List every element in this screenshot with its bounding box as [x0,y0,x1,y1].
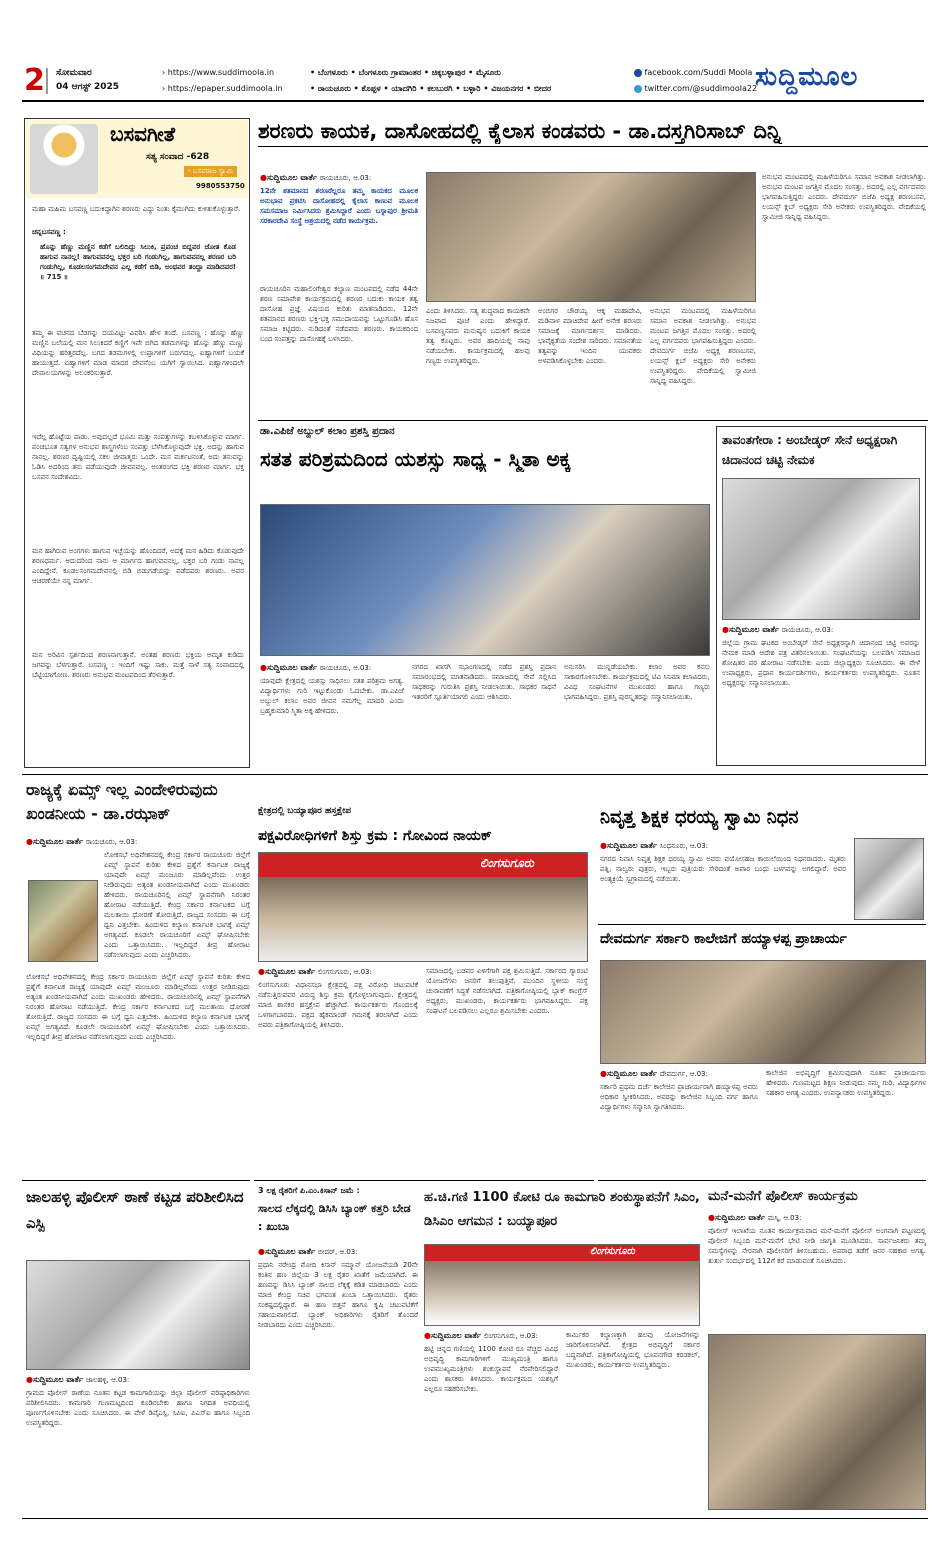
story4-headline: ರಾಜ್ಯಕ್ಕೆ ಏಮ್ಸ್ ಇಲ್ಲ ಎಂದೇಳಿರುವುದು ಖಂಡನೀಯ - ಡಾ.ರಝಾಕ್ [26,780,218,823]
basava-portrait [30,124,98,194]
story2-headline: ಸತತ ಪರಿಶ್ರಮದಿಂದ ಯಶಸ್ಸು ಸಾಧ್ಯ - ಸ್ಮಿತಾ ಅಕ್ಕ [260,447,571,471]
story4-byline-name: ಸುದ್ದಿಮೂಲ ವಾರ್ತೆ [32,837,84,846]
facebook-url[interactable]: facebook.com/Suddi Moola [644,68,753,77]
story1-col6: ಅನುಭವ ಮಂಟಪದಲ್ಲಿ ಮಹಿಳೆಯರಿಗೂ ಸಮಾನ ಅವಕಾಶ ನೀಡಲಾಗಿತ್ತು. ಅನುಭವ ಮಂಟಪ ಜಗತ್ತಿನ ಮೊದಲ ಸಂಸತ್ತು. ಅದರಲ್ಲಿ ಎಲ್ಲ ವರ್ಗದವರು ಭಾಗವಹಿಸುತ್ತಿದ್ದರು ಎಂದರು. ದೇವದುರ್ಗ ಬಿಜೆಪಿ ಅಧ್ಯಕ್ಷ ಶರಣಬಸವ, ಲಯನ್ಸ್ ಕ್ಲಬ್ ಅಧ್ಯಕ್ಷರು ಸೇರಿ ಅನೇಕರು ಉಪಸ್ಥಿತರಿದ್ದರು. ವೇದಿಕೆಯಲ್ಲಿ ಸ್ವಾಮೀಜಿ ಸಾನ್ನಿಧ್ಯ ವಹಿಸಿದ್ದರು. [762,173,926,221]
story7-rule [598,1180,926,1181]
story5-col2: ಸಮಾಜದಲ್ಲಿ ಬಡವರ ಏಳಿಗೆಗಾಗಿ ಪಕ್ಷ ಶ್ರಮಿಸುತ್ತಿದೆ. ಸರ್ಕಾರದ ಗ್ಯಾರಂಟಿ ಯೋಜನೆಗಳು ಜನರಿಗೆ ತಲುಪುತ್ತಿವೆ. ಮುಂದಿನ ಸ್ಥಳೀಯ ಸಂಸ್ಥೆ ಚುನಾವಣೆಗೆ ಸಿದ್ಧತೆ ನಡೆಸಲಾಗಿದೆ. ಪತ್ರಿಕಾಗೋಷ್ಠಿಯಲ್ಲಿ ಬ್ಲಾಕ್ ಕಾಂಗ್ರೆಸ್ ಅಧ್ಯಕ್ಷರು, ಮುಖಂಡರು, ಕಾರ್ಯಕರ್ತರು ಭಾಗವಹಿಸಿದ್ದರು. ಪಕ್ಷ ಸಂಘಟನೆ ಬಲಪಡಿಸಲು ಎಲ್ಲರೂ ಶ್ರಮಿಸಬೇಕು ಎಂದರು. [426,967,588,1015]
basava-subtitle: ಸತ್ಯ ಸಂವಾದ -628 [146,152,210,162]
cities-row-2: • ರಾಯಚೂರು • ಕೊಪ್ಪಳ • ಯಾದಗಿರಿ • ಕಲಬುರಗಿ • ಬಳ್ಳಾರಿ • ವಿಜಯನಗರ • ಬೀದರ [310,84,552,93]
story8-photo [26,1260,250,1370]
basava-speaker-heading: ಚನ್ನಬಸವಣ್ಣ : [32,228,66,236]
story1-photo [426,172,756,302]
story2-kicker: ಡಾ.ಎಪಿಜೆ ಅಬ್ದುಲ್ ಕಲಾಂ ಪ್ರಶಸ್ತಿ ಪ್ರದಾನ [260,426,395,437]
story5-photo [258,852,588,962]
story6-byline-name: ಸುದ್ದಿಮೂಲ ವಾರ್ತೆ [606,841,658,850]
story11-photo [708,1334,926,1510]
story4-photo [28,880,98,962]
basava-body-3: ಮನ ಹಾಗಿರುವ ಅಂಗಗಳು ಹಾಗುವ ಇಚ್ಛೆಯನ್ನು ಹೊಂದಿದರೆ, ಅದಕ್ಕೆ ಮನ ಹಿಡಿದು ಕೊಡುವುದೇ ಶರಣಧರ್ಮ. ಆದುದರಿಂದ ನಾನು ಆ ಮಾರ್ಗದ ಹಾಗುವವನಲ್ಲ, ಭಕ್ತರ ಬರಿ ಗಂಡು ನಾನಲ್ಲ ಎಂದಿದ್ದೇನೆ. ಕೂಡಲಸಂಗಮದೇವನಲ್ಲಿ ಬಿಡಿ ಬಿಡುಗಡೆಯನ್ನು ಪಡೆದವರು ಶರಣರು. ಅವರ ಆಚರಣೆಯೇ ನನ್ನ ಮಾರ್ಗ. [32,547,244,585]
story5-col1: ಲಿಂಗಸುಗೂರು ವಿಧಾನಸಭಾ ಕ್ಷೇತ್ರದಲ್ಲಿ ಪಕ್ಷ ವಿರೋಧಿ ಚಟುವಟಿಕೆ ನಡೆಸುತ್ತಿರುವವರ ವಿರುದ್ಧ ಶಿಸ್ತು ಕ್ರಮ ಕೈಗೊಳ್ಳಲಾಗುವುದು. ಕ್ಷೇತ್ರದಲ್ಲಿ ಮಾಜಿ ಶಾಸಕರ ಹಸ್ತಕ್ಷೇಪ ಹೆಚ್ಚಾಗಿದೆ. ಕಾರ್ಯಕರ್ತರು ಗೊಂದಲಕ್ಕೆ ಒಳಗಾಗಬಾರದು. ಪಕ್ಷದ ಹೈಕಮಾಂಡ್ ಗಮನಕ್ಕೆ ತರಲಾಗಿದೆ ಎಂದು ಅವರು ಪತ್ರಿಕಾಗೋಷ್ಠಿಯಲ್ಲಿ ತಿಳಿಸಿದರು. [258,981,418,1029]
header-divider-left [46,68,48,94]
story9-byline-name: ಸುದ್ದಿಮೂಲ ವಾರ್ತೆ [264,1247,316,1256]
cities-row-1: • ಬೆಂಗಳೂರು • ಬೆಂಗಳೂರು ಗ್ರಾಮಾಂತರ • ಚಿಕ್ಕಬಳ್ಳಾಪುರ • ಮೈಸೂರು [310,68,501,77]
story7-photo [600,960,926,1064]
story5-headline: ಪಕ್ಷವಿರೋಧಿಗಳಿಗೆ ಶಿಸ್ತು ಕ್ರಮ : ಗೋವಿಂದ ನಾಯಕ್ [258,828,492,844]
bottom-rule [22,1518,928,1519]
story10-col2: ಕಾರ್ಮಿಕರ ಕಲ್ಯಾಣಕ್ಕಾಗಿ ಹಲವು ಯೋಜನೆಗಳನ್ನು ಜಾರಿಗೊಳಿಸಲಾಗಿದೆ. ಕ್ಷೇತ್ರದ ಅಭಿವೃದ್ಧಿಗೆ ಸರ್ಕಾರ ಬದ್ಧವಾಗಿದೆ. ಪತ್ರಿಕಾಗೋಷ್ಠಿಯಲ್ಲಿ ಭೂಪನಗೌಡ ಕರಡಕಲ್, ಮುಖಂಡರು, ಕಾರ್ಯಕರ್ತರು ಉಪಸ್ಥಿತರಿದ್ದರು. [566,1331,700,1369]
story7-byline-name: ಸುದ್ದಿಮೂಲ ವಾರ್ತೆ [606,1069,658,1078]
page-number: 2 [24,63,45,98]
story4-body-a: ಲೋಕಸಭೆ ಅಧಿವೇಶನದಲ್ಲಿ ಕೇಂದ್ರ ಸರ್ಕಾರ ರಾಯಚೂರು ಜಿಲ್ಲೆಗೆ ಏಮ್ಸ್ ಸ್ಥಾಪನೆ ಕುರಿತು ಕೇಳಿದ ಪ್ರಶ್ನೆಗೆ ಕರ್ನಾಟಕ ರಾಜ್ಯಕ್ಕೆ ಯಾವುದೇ ಏಮ್ಸ್ ಮಂಜೂರು ಮಾಡಿಲ್ಲವೆಂದು ಉತ್ತರ ನೀಡಿರುವುದು ಅತ್ಯಂತ ಖಂಡನೀಯವಾಗಿದೆ ಎಂದು ಮುಖಂಡರು ಹೇಳಿದರು. ರಾಯಚೂರಿನಲ್ಲಿ ಏಮ್ಸ್ ಸ್ಥಾಪನೆಗಾಗಿ ನಿರಂತರ ಹೋರಾಟ ನಡೆಯುತ್ತಿದೆ. ಕೇಂದ್ರ ಸರ್ಕಾರ ಕರ್ನಾಟಕದ ಬಗ್ಗೆ ಮಲತಾಯಿ ಧೋರಣೆ ತೋರುತ್ತಿದೆ. ರಾಜ್ಯದ ಸಂಸದರು ಈ ಬಗ್ಗೆ ಧ್ವನಿ ಎತ್ತಬೇಕು. ಹಿಂದುಳಿದ ಕಲ್ಯಾಣ ಕರ್ನಾಟಕ ಭಾಗಕ್ಕೆ ಏಮ್ಸ್ ಅಗತ್ಯವಿದೆ. ಕೂಡಲೇ ರಾಯಚೂರಿಗೆ ಏಮ್ಸ್ ಘೋಷಿಸಬೇಕು ಎಂದು ಒತ್ತಾಯಿಸಿದರು. ಇಲ್ಲದಿದ್ದರೆ ತೀವ್ರ ಹೋರಾಟ ನಡೆಸಲಾಗುವುದು ಎಂದು ಎಚ್ಚರಿಸಿದರು. [104,851,250,959]
story6-photo [854,838,924,920]
story1-headline: ಶರಣರು ಕಾಯಕ, ದಾಸೋಹದಲ್ಲಿ ಕೈಲಾಸ ಕಂಡವರು - ಡಾ.ದಸ್ತಗಿರಿಸಾಬ್ ದಿನ್ನಿ [258,119,782,143]
story1-col5: ಅನುಭವ ಮಂಟಪದಲ್ಲಿ ಮಹಿಳೆಯರಿಗೂ ಸಮಾನ ಅವಕಾಶ ನೀಡಲಾಗಿತ್ತು. ಅನುಭವ ಮಂಟಪ ಜಗತ್ತಿನ ಮೊದಲ ಸಂಸತ್ತು. ಅದರಲ್ಲಿ ಎಲ್ಲ ವರ್ಗದವರು ಭಾಗವಹಿಸುತ್ತಿದ್ದರು ಎಂದರು. ದೇವದುರ್ಗ ಬಿಜೆಪಿ ಅಧ್ಯಕ್ಷ ಶರಣಬಸವ, ಲಯನ್ಸ್ ಕ್ಲಬ್ ಅಧ್ಯಕ್ಷರು ಸೇರಿ ಅನೇಕರು ಉಪಸ್ಥಿತರಿದ್ದರು. ವೇದಿಕೆಯಲ್ಲಿ ಸ್ವಾಮೀಜಿ ಸಾನ್ನಿಧ್ಯ ವಹಿಸಿದ್ದರು. [650,307,756,385]
story2-col3: ಅನುಸರಿಸಿ ಮುನ್ನಡೆಯಬೇಕು. ಕಲಾಂ ಅವರ ಕನಸು ಸಾಕಾರಗೊಳಿಸಬೇಕು. ಕಾರ್ಯಕ್ರಮದಲ್ಲಿ ಟಿವಿ ಸಿನಿಮಾ ಕಲಾವಿದರು, ವಿವಿಧ ಸಂಘಟನೆಗಳ ಮುಖಂಡರು ಹಾಗೂ ಗಣ್ಯರು ಭಾಗವಹಿಸಿದ್ದರು. ಪ್ರಶಸ್ತಿ ಪುರಸ್ಕೃತರನ್ನು ಸನ್ಮಾನಿಸಲಾಯಿತು. [564,663,710,701]
story5-kicker: ಕ್ಷೇತ್ರದಲ್ಲಿ ಬಯ್ಯಾಪೂರ ಹಸ್ತಕ್ಷೇಪ [258,806,351,816]
story8-byline-name: ಸುದ್ದಿಮೂಲ ವಾರ್ತೆ [32,1375,84,1384]
basava-phone: 9980553750 [196,182,245,190]
story10-dateline: ಲಿಂಗಸುಗೂರು, ಆ.03: [483,1332,538,1340]
story11-dateline: ಮಸ್ಕಿ, ಆ.03: [767,1214,802,1222]
story6-body: ನಗರದ ನಿವಾಸಿ ನಿವೃತ್ತ ಶಿಕ್ಷಕ ಧರಯ್ಯ ಸ್ವಾಮಿ ಅವರು ವಯೋಸಹಜ ಕಾಯಿಲೆಯಿಂದ ನಿಧನರಾದರು. ಮೃತರು ಪತ್ನಿ, ನಾಲ್ವರು ಪುತ್ರರು, ಇಬ್ಬರು ಪುತ್ರಿಯರು ಸೇರಿದಂತೆ ಅಪಾರ ಬಂಧು ಬಳಗವನ್ನು ಅಗಲಿದ್ದಾರೆ. ಅವರ ಅಂತ್ಯಕ್ರಿಯೆ ಸ್ವಗ್ರಾಮದಲ್ಲಿ ನಡೆಯಿತು. [600,855,846,883]
twitter-link[interactable] [634,84,757,93]
story3-byline: ●ಸುದ್ದಿಮೂಲ ವಾರ್ತೆ ರಾಯಚೂರು, ಆ.03: [722,625,834,634]
story8-dateline: ಜಾಲಹಳ್ಳಿ, ಆ.03: [85,1376,130,1384]
basava-body-2: ಇದೆಲ್ಲ ಹೊಟ್ಟೆಯ ಪಾಡು. ಅವುದಲ್ಲದೆ ಭೂಮಿ ಮತ್ತು ಸಂಪತ್ತುಗಳನ್ನು ಕಬಳಿಸಿಕೊಳ್ಳುವ ಮಾರ್ಗ. ಪಂಚಭೂತ ಸತ್ವಗಳ ಅನುಭವ ಶಾಸ್ತ್ರಗಳೆಂಬ ಸಂಪತ್ತು ಬೆಳೆಸಿಕೊಳ್ಳುವುದೇ ಭಕ್ತಿ. ಅದನ್ನು ಹಾಗುವ ನಾನಲ್ಲ. ಶರಣರ ದೃಷ್ಟಿಯಲ್ಲಿ ಸಕಲ ಜೀವಾತ್ಮರು ಒಂದೇ. ಮನ ಮರ್ಕಟನಂತೆ, ಅದು ತನುವನ್ನು ಓಡಿಸಿ ಅದರಿಂದ ತನು ಪಡೆಯುವುದೇ ಜೀವನವಲ್ಲ. ಅಂತರಂಗದ ಭಕ್ತಿ ಶರಣರ ಮಾರ್ಗ. ಭಕ್ತ ಬಸವನ ಸಂದೇಶವಿದು. [32,433,244,481]
story9-byline: ●ಸುದ್ದಿಮೂಲ ವಾರ್ತೆ ಬೀದರ್, ಆ.03: [258,1247,358,1256]
story3-body: ಜಿಲ್ಲೆಯ ಗ್ರಾಮ ಘಟಕದ ಅಂಬೇಡ್ಕರ್ ಸೇನೆ ಅಧ್ಯಕ್ಷರನ್ನಾಗಿ ಚಿದಾನಂದ ಚಟ್ಟಿ ಅವರನ್ನು ನೇಮಕ ಮಾಡಿ ಆದೇಶ ಪತ್ರ ವಿತರಿಸಲಾಯಿತು. ಸಂಘಟನೆಯನ್ನು ಬಲಪಡಿಸಿ ಸಮಾಜದ ಶೋಷಿತರ ಪರ ಹೋರಾಟ ನಡೆಸಬೇಕು ಎಂದು ಜಿಲ್ಲಾಧ್ಯಕ್ಷರು ಸೂಚಿಸಿದರು. ಈ ವೇಳೆ ಉಪಾಧ್ಯಕ್ಷರು, ಪ್ರಧಾನ ಕಾರ್ಯದರ್ಶಿಗಳು, ಕಾರ್ಯಕರ್ತರು ಉಪಸ್ಥಿತರಿದ್ದರು. ನೂತನ ಅಧ್ಯಕ್ಷರನ್ನು ಸನ್ಮಾನಿಸಲಾಯಿತು. [722,639,920,687]
story1-dateline: ರಾಯಚೂರು, ಆ.03: [319,174,372,182]
story10-byline-name: ಸುದ್ದಿಮೂಲ ವಾರ್ತೆ [430,1331,482,1340]
story1-bottom-rule [258,420,928,421]
story4-body-b: ಲೋಕಸಭೆ ಅಧಿವೇಶನದಲ್ಲಿ ಕೇಂದ್ರ ಸರ್ಕಾರ ರಾಯಚೂರು ಜಿಲ್ಲೆಗೆ ಏಮ್ಸ್ ಸ್ಥಾಪನೆ ಕುರಿತು ಕೇಳಿದ ಪ್ರಶ್ನೆಗೆ ಕರ್ನಾಟಕ ರಾಜ್ಯಕ್ಕೆ ಯಾವುದೇ ಏಮ್ಸ್ ಮಂಜೂರು ಮಾಡಿಲ್ಲವೆಂದು ಉತ್ತರ ನೀಡಿರುವುದು ಅತ್ಯಂತ ಖಂಡನೀಯವಾಗಿದೆ ಎಂದು ಮುಖಂಡರು ಹೇಳಿದರು. ರಾಯಚೂರಿನಲ್ಲಿ ಏಮ್ಸ್ ಸ್ಥಾಪನೆಗಾಗಿ ನಿರಂತರ ಹೋರಾಟ ನಡೆಯುತ್ತಿದೆ. ಕೇಂದ್ರ ಸರ್ಕಾರ ಕರ್ನಾಟಕದ ಬಗ್ಗೆ ಮಲತಾಯಿ ಧೋರಣೆ ತೋರುತ್ತಿದೆ. ರಾಜ್ಯದ ಸಂಸದರು ಈ ಬಗ್ಗೆ ಧ್ವನಿ ಎತ್ತಬೇಕು. ಹಿಂದುಳಿದ ಕಲ್ಯಾಣ ಕರ್ನಾಟಕ ಭಾಗಕ್ಕೆ ಏಮ್ಸ್ ಅಗತ್ಯವಿದೆ. ಕೂಡಲೇ ರಾಯಚೂರಿಗೆ ಏಮ್ಸ್ ಘೋಷಿಸಬೇಕು ಎಂದು ಒತ್ತಾಯಿಸಿದರು. ಇಲ್ಲದಿದ್ದರೆ ತೀವ್ರ ಹೋರಾಟ ನಡೆಸಲಾಗುವುದು ಎಂದು ಎಚ್ಚರಿಸಿದರು. [26,973,250,1041]
header-day: ಸೋಮವಾರ [56,68,92,78]
story8-headline: ಜಾಲಹಳ್ಳಿ ಪೊಲೀಸ್ ಠಾಣೆ ಕಟ್ಟಡ ಪರಿಶೀಲಿಸಿದ ಎಸ್ಪಿ [26,1188,244,1232]
story9-kicker: 3 ಲಕ್ಷ ರೈತರಿಗೆ ಪಿ.ಎಂ.ಕಿಸಾನ್ ಜಮೆ : [258,1186,360,1195]
story1-col2: ರಾಯಚೂರಿನ ಮಹಾಲಿಂಗೇಶ್ವರ ಕಲ್ಯಾಣ ಮಂಟಪದಲ್ಲಿ ನಡೆದ 44ನೇ ಶರಣ ಸಮಾವೇಶ ಕಾರ್ಯಕ್ರಮದಲ್ಲಿ ಶರಣರ ಬದುಕು ಕಾಯಕ ತತ್ವ ದಾಸೋಹ ಪ್ರಜ್ಞೆ ವಿಷಯದ ಕುರಿತು ಮಾತನಾಡಿದರು. 12ನೇ ಶತಮಾನದ ಶರಣರು ಭಕ್ತಿ-ಭಕ್ತ ಸಮುದಾಯವನ್ನು ಒಟ್ಟುಗೂಡಿಸಿ ಹೊಸ ಸಮಾಜ ಕಟ್ಟಿದರು. ನುಡಿದಂತೆ ನಡೆದವರು ಶರಣರು. ಕಾಯಕದಿಂದ ಬಂದ ಸಂಪತ್ತನ್ನು ದಾಸೋಹಕ್ಕೆ ಬಳಸಿದರು. [260,285,418,343]
story5-byline: ●ಸುದ್ದಿಮೂಲ ವಾರ್ತೆ ಲಿಂಗಸುಗೂರು, ಆ.03: [258,967,372,976]
story9-headline: ಸಾಲದ ಲೆಕ್ಕದಲ್ಲಿ ಡಿಸಿಸಿ ಬ್ಯಾಂಕ್ ಕತ್ತರಿ ಬೇಡ : ಖುಬಾ [258,1202,411,1233]
story1-col3: ಎಂದು ತಿಳಿಸಿದರು. ಸತ್ಯ ಶುದ್ಧವಾದ ಕಾಯಕವೇ ನಿಜವಾದ ಪೂಜೆ ಎಂದು ಹೇಳಿದ್ದಾರೆ. ಬಸವಣ್ಣನವರು ಮನುಷ್ಯನ ಬದುಕಿಗೆ ಕಾಯಕ ತತ್ವ ಕೊಟ್ಟರು. ಅವರ ಹಾದಿಯಲ್ಲಿ ನಾವು ನಡೆಯಬೇಕು. ಕಾರ್ಯಕ್ರಮದಲ್ಲಿ ಹಲವು ಗಣ್ಯರು ಉಪಸ್ಥಿತರಿದ್ದರು. [426,307,530,365]
basava-author-badge: - ಬಸವರಾಜ ಸ್ವಾಮಿ [184,166,237,177]
story2-dateline: ರಾಯಚೂರು, ಆ.03: [319,664,372,672]
story8-byline: ●ಸುದ್ದಿಮೂಲ ವಾರ್ತೆ ಜಾಲಹಳ್ಳಿ, ಆ.03: [26,1375,130,1384]
story4-rule [22,1180,250,1181]
twitter-icon [634,85,642,93]
story1-byline-name: ಸುದ್ದಿಮೂಲ ವಾರ್ತೆ [266,173,318,182]
story3-headline: ತಾವಂತಗೇರಾ : ಅಂಬೇಡ್ಕರ್ ಸೇನೆ ಅಧ್ಯಕ್ಷರಾಗಿ ಚಿದಾನಂದ ಚಟ್ಟಿ ನೇಮಕ [722,433,898,467]
facebook-link[interactable] [634,68,752,77]
story5-byline-name: ಸುದ್ದಿಮೂಲ ವಾರ್ತೆ [264,967,316,976]
twitter-url[interactable]: twitter.com/@suddimoola22 [644,84,758,93]
story2-byline-name: ಸುದ್ದಿಮೂಲ ವಾರ್ತೆ [266,663,318,672]
story8-body: ಗ್ರಾಮದ ಪೊಲೀಸ್ ಠಾಣೆಯ ನೂತನ ಕಟ್ಟಡ ಕಾಮಗಾರಿಯನ್ನು ಜಿಲ್ಲಾ ಪೊಲೀಸ್ ವರಿಷ್ಠಾಧಿಕಾರಿಗಳು ಪರಿಶೀಲಿಸಿದರು. ಕಾಮಗಾರಿ ಗುಣಮಟ್ಟದಿಂದ ಕೂಡಿರಬೇಕು ಹಾಗೂ ನಿಗದಿತ ಅವಧಿಯಲ್ಲಿ ಪೂರ್ಣಗೊಳಿಸಬೇಕು ಎಂದು ಸೂಚಿಸಿದರು. ಈ ವೇಳೆ ಡಿವೈಎಸ್ಪಿ, ಸಿಪಿಐ, ಪಿಎಸ್ಐ ಹಾಗೂ ಸಿಬ್ಬಂದಿ ಉಪಸ್ಥಿತರಿದ್ದರು. [26,1389,250,1427]
story2-photo [260,504,710,656]
story2-col2: ನಗರದ ಖಾಸಗಿ ಸಭಾಂಗಣದಲ್ಲಿ ನಡೆದ ಪ್ರಶಸ್ತಿ ಪ್ರದಾನ ಸಮಾರಂಭದಲ್ಲಿ ಮಾತನಾಡಿದರು. ಸಮಾಜದಲ್ಲಿ ಸೇವೆ ಸಲ್ಲಿಸಿದ ಸಾಧಕರನ್ನು ಗುರುತಿಸಿ ಪ್ರಶಸ್ತಿ ನೀಡಲಾಯಿತು. ಸಾಧಕರ ಸಾಧನೆ ಇತರರಿಗೆ ಸ್ಪೂರ್ತಿಯಾಗಲಿ ಎಂದು ಆಶಿಸಿದರು. [412,663,556,701]
story11-body: ಪೊಲೀಸ್ ಇಲಾಖೆಯ ನೂತನ ಕಾರ್ಯಕ್ರಮವಾದ ಮನೆ-ಮನೆಗೆ ಪೊಲೀಸ್ ಅಂಗವಾಗಿ ಪಟ್ಟಣದಲ್ಲಿ ಪೊಲೀಸ್ ಸಿಬ್ಬಂದಿ ಮನೆ-ಮನೆಗೆ ಭೇಟಿ ನೀಡಿ ಜಾಗೃತಿ ಮೂಡಿಸಿದರು. ಸಾರ್ವಜನಿಕರು ತಮ್ಮ ಸಮಸ್ಯೆಗಳನ್ನು ನೇರವಾಗಿ ಪೊಲೀಸರಿಗೆ ತಿಳಿಸಬಹುದು. ಅಪರಾಧ ತಡೆಗೆ ಜನರ ಸಹಕಾರ ಅಗತ್ಯ. ತುರ್ತು ಸಂದರ್ಭದಲ್ಲಿ 112ಗೆ ಕರೆ ಮಾಡುವಂತೆ ಸೂಚಿಸಿದರು. [708,1227,926,1265]
basava-title: ಬಸವಗೀತೆ [110,122,176,146]
website-url[interactable]: https://www.suddimoola.in [167,68,275,77]
story11-byline-name: ಸುದ್ದಿಮೂಲ ವಾರ್ತೆ [714,1213,766,1222]
story3-photo [722,478,920,620]
story10-headline: ಹ.ಚಿ.ಗಣಿ 1100 ಕೋಟಿ ರೂ ಕಾಮಗಾರಿ ಶಂಕುಸ್ಥಾಪನೆಗೆ ಸಿಎಂ, ಡಿಸಿಎಂ ಆಗಮನ : ಬಯ್ಯಾಪೂರ [424,1190,700,1229]
story1-lead: 12ನೇ ಶತಮಾನದ ಶರಣರೆಲ್ಲರೂ ತಮ್ಮ ಕಾಯಕದ ಮೂಲಕ ಅನುಭಾವ ಪ್ರಕಟಿಸಿ ದಾಸೋಹದಲ್ಲಿ ಕೈಲಾಸ ಕಾಣುವ ಮೂಲಕ ಸಮಸಮಾಜ ನಿರ್ಮಿಸಿದರು ಶ್ರಮಿಸಿದ್ದಾರೆ ಎಂದು ಬಸ್ನಾಪುರ ಶ್ರೀಮತಿ ಸರಕಾರದೇವಿ ಸಂಸ್ಥೆ ಆಶ್ರಯದಲ್ಲಿ ನಡೆದ ಕಾರ್ಯಕ್ರಮ. [260,187,418,225]
story4-byline: ●ಸುದ್ದಿಮೂಲ ವಾರ್ತೆ ರಾಯಚೂರು, ಆ.03: [26,837,138,846]
story10-photo [424,1244,700,1326]
masthead-logo: ಸುದ್ದಿಮೂಲ [755,62,859,92]
story6-dateline: ಸಿಂಧನೂರು, ಆ.03: [659,842,709,850]
basava-body-4: ಮನ ಅರಿವಿನ ಸ್ಪರ್ಶದಿಂದ ಶರಣನಾಗುತ್ತಾನೆ. ಅಂತಹ ಶರಣರು ಭಕ್ತಿಯ ಅಮೃತ ಕುಡಿದು ಜಗವನ್ನು ಬೆಳಗುತ್ತಾರೆ. ಬಸವಣ್ಣ : ಇಂದಿಗೆ ಇಷ್ಟು ಸಾಕು. ಮತ್ತೆ ನಾಳೆ ಸತ್ಯ ಸಂವಾದದಲ್ಲಿ ಬೆಟ್ಟಿಯಾಗೋಣ. ಶರಣರು ಅನುಭವ ಮಂಟಪದಿಂದ ತೆರಳುತ್ತಾರೆ. [32,651,244,679]
story4-dateline: ರಾಯಚೂರು, ಆ.03: [85,838,138,846]
story10-byline: ●ಸುದ್ದಿಮೂಲ ವಾರ್ತೆ ಲಿಂಗಸುಗೂರು, ಆ.03: [424,1331,538,1340]
basava-body-1: ತಮ್ಮ ಈ ವಚನದ ಬೆಡಗನ್ನು ದಯವಿಟ್ಟು ವಿವರಿಸಿ ಹೇಳ ತಂದೆ. ಬಸವಣ್ಣ : ಹೊನ್ನು ಹೆಣ್ಣು ಮಣ್ಣಿನ ಬಲೆಯಲ್ಲಿ ಮನ ಸಿಲುಕಿದರೆ ಕಣ್ಣಿಗೆ ಇವೇ ಬಿಗಿದ ತಡಮಗಳನ್ನು ಹೊನ್ನು ಹೆಣ್ಣು ಮಣ್ಣು ವಿಧಿಯನ್ನು ಹರಿತ್ತರದೆಲ್ಲ. ಬಗದ ತಡಮಗಳಲ್ಲಿ ಉಪ್ಪಾಗಳಿಗೆ ಬರುಗದಲ್ಲ. ಐಹ್ವಾಗಳಿಗೆ ಬಯಕೆ ಹಾಯುತ್ತದೆ. ಐಹ್ವಾಗಳಿಗೆ ಮಾಡ ಮಾದರ ದೇವನೆಂಬ ಯಗಿಗೆ ಸ್ವಾಯಿಸಿದ. ಐಹ್ವಾಗಳಿಂದಲೇ ದೇವಾಲಯಗಳನ್ನು ಅಲಂಕರಿಸುತ್ತಾರೆ. [32,329,244,377]
story2-byline: ●ಸುದ್ದಿಮೂಲ ವಾರ್ತೆ ರಾಯಚೂರು, ಆ.03: [260,663,372,672]
story11-headline: ಮನೆ-ಮನೆಗೆ ಪೊಲೀಸ್ ಕಾರ್ಯಕ್ರಮ [708,1189,858,1204]
epaper-url[interactable]: https://epaper.suddimoola.in [167,84,283,93]
header-date: 04 ಆಗಸ್ಟ್ 2025 [56,82,119,92]
story6-headline: ನಿವೃತ್ತ ಶಿಕ್ಷಕ ಧರಯ್ಯ ಸ್ವಾಮಿ ನಿಧನ [600,807,799,828]
story6-rule [598,924,926,925]
epaper-link[interactable]: › https://epaper.suddimoola.in [162,84,283,93]
story7-col2: ಕಾಲೇಜಿನ ಅಭಿವೃದ್ಧಿಗೆ ಶ್ರಮಿಸುವುದಾಗಿ ನೂತನ ಪ್ರಾಚಾರ್ಯರು ಹೇಳಿದರು. ಗುಣಮಟ್ಟದ ಶಿಕ್ಷಣ ನೀಡುವುದು ನಮ್ಮ ಗುರಿ. ವಿದ್ಯಾರ್ಥಿಗಳ ಸಹಕಾರ ಅಗತ್ಯ ಎಂದರು. ಉಪನ್ಯಾಸಕರು ಉಪಸ್ಥಿತರಿದ್ದರು. [766,1069,926,1097]
story6-byline: ●ಸುದ್ದಿಮೂಲ ವಾರ್ತೆ ಸಿಂಧನೂರು, ಆ.03: [600,841,709,850]
story11-byline: ●ಸುದ್ದಿಮೂಲ ವಾರ್ತೆ ಮಸ್ಕಿ, ಆ.03: [708,1213,802,1222]
story5-dateline: ಲಿಂಗಸುಗೂರು, ಆ.03: [317,968,372,976]
basava-intro: ಮಹಾ ಮಹಿಮ ಬಸವಣ್ಣ ಬದುಕಿದ್ದಾಗಿನ ಶರಣರು ಎದ್ದು ನಿಂತು ಕೈಮುಗಿದು ಕುಳಿತುಕೊಳ್ಳುತ್ತಾರೆ. [32,205,241,213]
facebook-icon [634,69,642,77]
story9-dateline: ಬೀದರ್, ಆ.03: [317,1248,358,1256]
story5-banner: ಲಿಂಗಸುಗೂರು [480,856,534,870]
story3-byline-name: ಸುದ್ದಿಮೂಲ ವಾರ್ತೆ [728,625,780,634]
story3-dateline: ರಾಯಚೂರು, ಆ.03: [781,626,834,634]
story10-banner: ಲಿಂಗಸುಗೂರು [590,1246,635,1257]
story9-body: ಪ್ರಧಾನಿ ನರೇಂದ್ರ ಮೋದಿ ಕಿಸಾನ್ ಸಮ್ಮಾನ್ ಯೋಜನೆಯಡಿ 20ನೇ ಕಂತಿನ ಹಣ ಜಿಲ್ಲೆಯ 3 ಲಕ್ಷ ರೈತರ ಖಾತೆಗೆ ಜಮೆಯಾಗಿದೆ. ಈ ಹಣವನ್ನು ಡಿಸಿಸಿ ಬ್ಯಾಂಕ್ ಸಾಲದ ಲೆಕ್ಕಕ್ಕೆ ಕಡಿತ ಮಾಡಬಾರದು ಎಂದು ಮಾಜಿ ಕೇಂದ್ರ ಸಚಿವ ಭಗವಂತ ಖುಬಾ ಒತ್ತಾಯಿಸಿದರು. ರೈತರು ಸಂಕಷ್ಟದಲ್ಲಿದ್ದಾರೆ. ಈ ಹಣ ಬಿತ್ತನೆ ಹಾಗೂ ಕೃಷಿ ಚಟುವಟಿಕೆಗೆ ಸಹಾಯವಾಗಲಿದೆ. ಬ್ಯಾಂಕ್ ಅಧಿಕಾರಿಗಳು ರೈತರಿಗೆ ತೊಂದರೆ ನೀಡಬಾರದು ಎಂದು ಎಚ್ಚರಿಸಿದರು. [258,1261,418,1329]
story1-rule [258,146,928,147]
story2-col1: ಯಾವುದೇ ಕ್ಷೇತ್ರದಲ್ಲಿ ಯಶಸ್ಸು ಸಾಧಿಸಲು ಸತತ ಪರಿಶ್ರಮ ಅಗತ್ಯ. ವಿದ್ಯಾರ್ಥಿಗಳು ಗುರಿ ಇಟ್ಟುಕೊಂಡು ಓದಬೇಕು. ಡಾ.ಎಪಿಜೆ ಅಬ್ದುಲ್ ಕಲಾಂ ಅವರ ಜೀವನ ನಮಗೆಲ್ಲ ಮಾದರಿ ಎಂದು ಬ್ರಹ್ಮಕುಮಾರಿ ಸ್ಮಿತಾ ಅಕ್ಕ ಹೇಳಿದರು. [260,677,404,715]
story1-byline: ●ಸುದ್ದಿಮೂಲ ವಾರ್ತೆ ರಾಯಚೂರು, ಆ.03: [260,173,372,182]
story7-byline: ●ಸುದ್ದಿಮೂಲ ವಾರ್ತೆ ದೇವದುರ್ಗ, ಆ.03: [600,1069,708,1078]
story7-col1: ಸರ್ಕಾರಿ ಪ್ರಥಮ ದರ್ಜೆ ಕಾಲೇಜಿನ ಪ್ರಾಚಾರ್ಯರಾಗಿ ಹಯ್ಯಾಳಪ್ಪ ಅವರು ಅಧಿಕಾರ ಸ್ವೀಕರಿಸಿದರು. ಅವರನ್ನು ಕಾಲೇಜಿನ ಸಿಬ್ಬಂದಿ ವರ್ಗ ಹಾಗೂ ವಿದ್ಯಾರ್ಥಿಗಳು ಸನ್ಮಾನಿಸಿ ಸ್ವಾಗತಿಸಿದರು. [600,1083,758,1111]
story5-rule [254,1180,594,1181]
story7-headline: ದೇವದುರ್ಗ ಸರ್ಕಾರಿ ಕಾಲೇಜಿಗೆ ಹಯ್ಯಾಳಪ್ಪ ಪ್ರಾಚಾರ್ಯ [600,931,847,947]
mid-rule [22,774,928,775]
header-rule [22,100,924,102]
story1-col4: ಅಂಬಿಗರ ಚೌಡಯ್ಯ ಆಕ್ಕ ಮಹಾದೇವಿ, ಮಡಿವಾಳ ಮಾಚಿದೇವ ಹೀಗೆ ಅನೇಕ ಶರಣರು ಸಮಾಜಕ್ಕೆ ಮಾರ್ಗದರ್ಶನ ಮಾಡಿದರು. ಭಾವೈಕ್ಯತೆಯ ಸಂದೇಶ ಸಾರಿದರು. ಸಮಾನತೆಯ ತತ್ವವನ್ನು ಇಂದಿನ ಯುವಕರು ಅಳವಡಿಸಿಕೊಳ್ಳಬೇಕು ಎಂದರು. [538,307,642,365]
story7-dateline: ದೇವದುರ್ಗ, ಆ.03: [659,1070,708,1078]
story10-col1: ಹಟ್ಟಿ ಚಿನ್ನದ ಗಣಿಯಲ್ಲಿ 1100 ಕೋಟಿ ರೂ ವೆಚ್ಚದ ವಿವಿಧ ಅಭಿವೃದ್ಧಿ ಕಾಮಗಾರಿಗಳಿಗೆ ಮುಖ್ಯಮಂತ್ರಿ ಹಾಗೂ ಉಪಮುಖ್ಯಮಂತ್ರಿಗಳು ಶಂಕುಸ್ಥಾಪನೆ ನೆರವೇರಿಸಲಿದ್ದಾರೆ ಎಂದು ಶಾಸಕರು ತಿಳಿಸಿದರು. ಕಾರ್ಯಕ್ರಮದ ಯಶಸ್ಸಿಗೆ ಎಲ್ಲರೂ ಸಹಕರಿಸಬೇಕು. [424,1345,558,1393]
basava-verse: ಹೊನ್ನು ಹೆಣ್ಣು ಮಣ್ಣಿನ ಕಡೆಗೆ ಬಲಿದಿದ್ದು ಸಿಲುಕಿ, ಪ್ರಪಂಚ ಬಿದ್ದವರ ಜೋತ ಕೊಡ ಹಾಗುವ ನಾನಲ್ಲ! ಹಾಗುವವನಲ್ಲ ಭಕ್ತರ ಬರಿ ಗಂಡುಗಿಲ್ಲ, ಹಾಗುವವನಲ್ಲ ಶರಣರ ಬರಿ ಗಂಡುಗಿಲ್ಲ, ಕೂಡಲಸಂಗಮದೇವನ ಎಲ್ಲ ಕಡೆಗೆ ಬಿಡಿ, ಅಂಥವರ ತಂದ್ದಾ ಮಾಡಿದವರ! ॥ 715 ॥ [40,243,236,281]
website-link[interactable]: › https://www.suddimoola.in [162,68,275,77]
